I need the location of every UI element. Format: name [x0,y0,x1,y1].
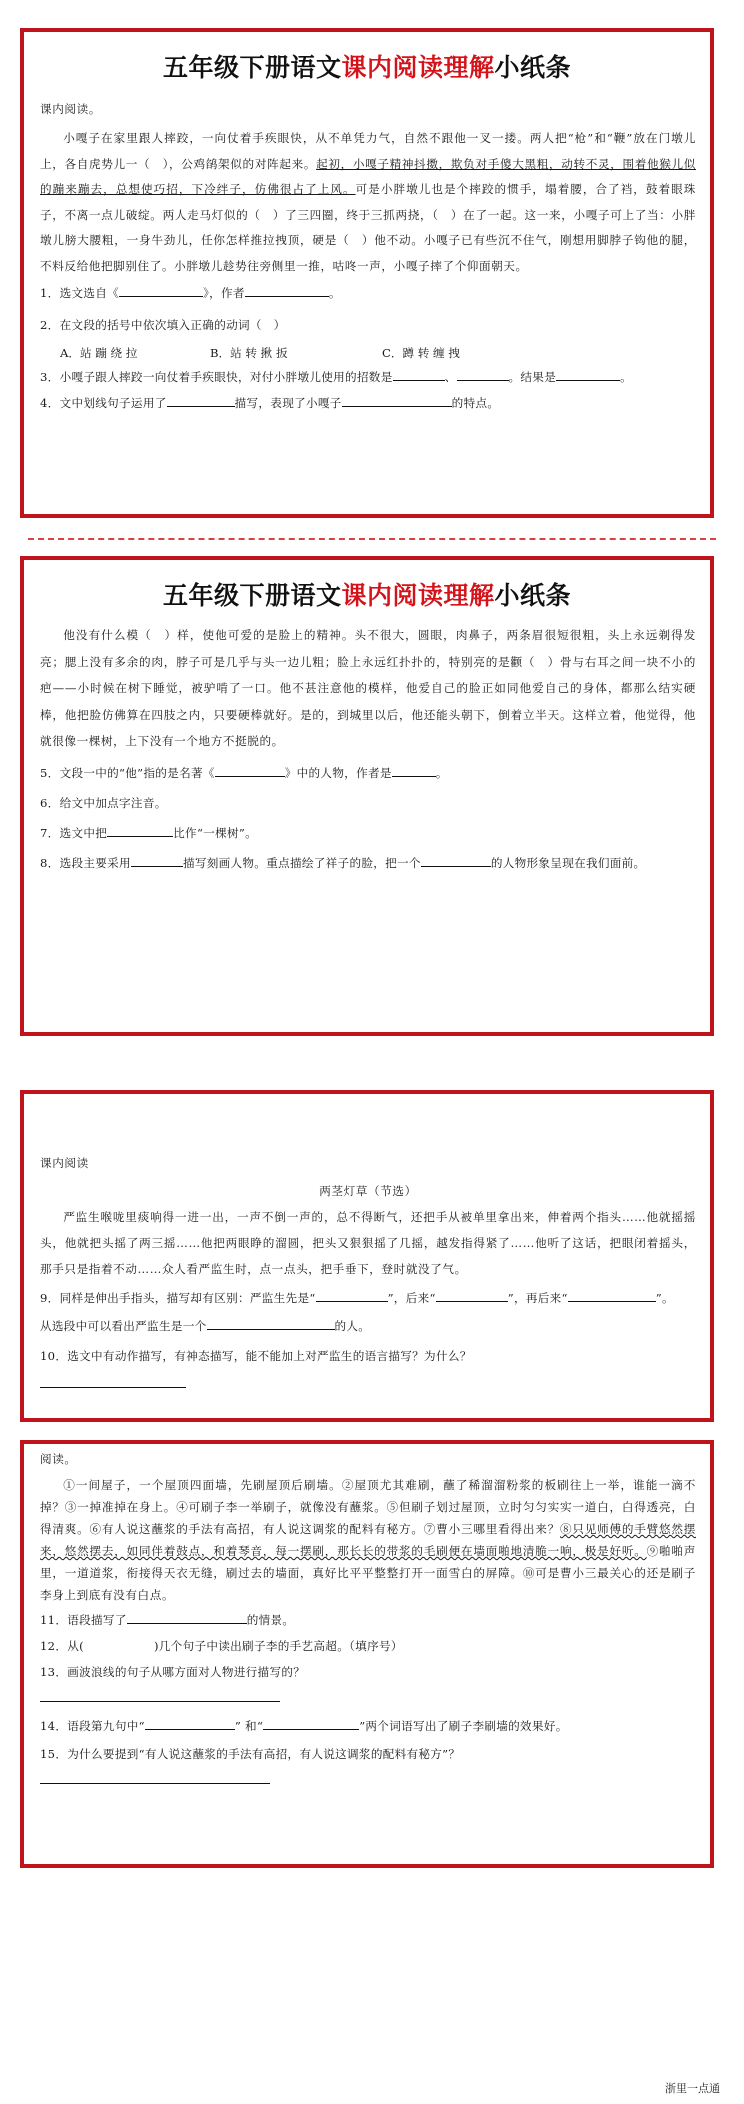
answer-blank[interactable] [167,394,235,407]
question-7: 7．选文中把 比作“一棵树”。 [40,825,257,840]
question-2: 2．在文段的括号中依次填入正确的动词（ ） [40,318,286,332]
answer-blank[interactable] [421,854,491,867]
answer-line[interactable] [40,1700,280,1702]
question-8: 8．选段主要采用 描写刻画人物。重点描绘了祥子的脸，把一个 的人物形象呈现在我们面前。 [40,855,646,870]
question-3: 3．小嘎子跟人摔跤一向仗着手疾眼快，对付小胖墩儿使用的招数是 、 。结果是 。 [40,370,632,384]
question-5: 5．文段一中的“他”指的是名著《 》中的人物，作者是 。 [40,765,448,780]
answer-blank[interactable] [119,284,203,297]
question-1: 1．选文选自《 》，作者 。 [40,286,341,300]
answer-blank[interactable] [145,1717,235,1730]
passage: 小嘎子在家里跟人摔跤，一向仗着手疾眼快，从不单凭力气，自然不跟他一叉一搂。两人把“枪”和“鞭”放在门墩儿上，各自虎势儿一（ ），公鸡鹐架似的对阵起来。起初，小嘎子精神抖擞，欺负对手傻大黑粗，动转不灵，围着他猴儿似的蹦来蹦去，总想使巧招，下冷绊子，仿佛很占了上风。可是小胖墩儿也是个摔跤的惯手，塌着腰，合了裆，鼓着眼珠子，不离一点儿破绽。两人走马灯似的（ ）了三四圈，终于三抓两挠，（ ）在了一起。这一来，小嘎子可上了当：小胖墩儿膀大腰粗，一身牛劲儿，任你怎样推拉拽顶，硬是（ ）他不动。小嘎子已有些沉不住气，刚想用脚脖子钩他的腿，不料反给他把脚别住了。小胖墩儿趁势往旁侧里一推，咕咚一声，小嘎子摔了个仰面朝天。 [40,131,696,273]
option-a[interactable]: A．站 蹦 绕 拉 [60,346,138,360]
passage: ①一间屋子，一个屋顶四面墙，先刷屋顶后刷墙。②屋顶尤其难刷，蘸了稀溜溜粉浆的板刷往上一举，谁能一滴不掉？③一掉准掉在身上。④可刷子李一举刷子，就像没有蘸浆。⑤但刷子划过屋顶，立时匀匀实实一道白，白得透亮，白得清爽。⑥有人说这蘸浆的手法有高招，有人说这调浆的配料有秘方。⑦曹小三哪里看得出来？⑧只见师傅的手臂悠然摆来，悠然摆去，如同伴着鼓点，和着琴音，每一摆刷，那长长的带浆的毛刷便在墙面啪地清脆一响，极是好听。⑨啪啪声里，一道道浆，衔接得天衣无缝，刷过去的墙面，真好比平平整整打开一面雪白的屏障。⑩可是曹小三最关心的还是刷子李身上到底有没有白点。 [40,1478,697,1602]
card-2 [20,556,714,1036]
card-3 [20,1090,714,1422]
card-2-title: 五年级下册语文课内阅读理解小纸条 [162,581,572,610]
passage-subtitle: 两茎灯草（节选） [319,1184,417,1198]
section-label: 课内阅读 [40,1156,89,1170]
question-14: 14．语段第九句中“ ” 和“ ”两个词语写出了刷子李刷墙的效果好。 [40,1719,568,1733]
question-2-options [40,341,696,365]
section-label: 课内阅读。 [40,102,101,116]
answer-blank[interactable] [107,824,173,837]
answer-blank[interactable] [84,1638,154,1650]
footer-watermark: 浙里一点通 [665,2082,720,2095]
answer-blank[interactable] [436,1289,508,1302]
card-3-content [40,1152,696,1388]
question-13: 13．画波浪线的句子从哪方面对人物进行描写的？ [40,1665,306,1679]
question-12: 12．从( )几个句子中读出刷子李的手艺高超。（填序号） [40,1639,403,1653]
answer-blank[interactable] [556,368,620,381]
section-label: 阅读。 [40,1452,77,1466]
answer-blank[interactable] [393,368,445,381]
passage: 严监生喉咙里痰响得一进一出，一声不倒一声的，总不得断气，还把手从被单里拿出来，伸着两个指头……他就摇摇头，他就把头摇了两三摇……他把两眼睁的溜圆，把头又狠狠摇了几摇，越发指得紧了……他听了这话，把眼闭着摇头，那手只是指着不动……众人看严监生时，点一点头，把手垂下，登时就没了气。 [40,1210,696,1276]
question-6: 6．给文中加点字注音。 [40,795,167,810]
option-b[interactable]: B．站 转 揪 扳 [210,346,288,360]
answer-blank[interactable] [392,764,436,777]
card-4 [20,1440,714,1868]
answer-blank[interactable] [316,1289,388,1302]
answer-blank[interactable] [568,1289,656,1302]
underlined-sentence: 起初，小嘎子精神抖擞，欺负对手傻大黑粗，动转不灵，围着他猴儿似的蹦来蹦去，总想使巧招，下冷绊子，仿佛很占了上风。 [40,156,696,196]
card-4-content [40,1448,696,1784]
answer-line[interactable] [40,1782,270,1784]
question-10: 10．选文中有动作描写，有神态描写，能不能加上对严监生的语言描写？为什么？ [40,1349,472,1363]
answer-line[interactable] [40,1386,186,1388]
wavy-underlined-sentence: ⑧只见师傅的手臂悠然摆来，悠然摆去，如同伴着鼓点，和着琴音，每一摆刷，那长长的带浆的毛刷便在墙面啪地清脆一响，极是好听。 [40,1522,697,1558]
card-1-content [40,98,696,415]
answer-blank[interactable] [215,764,285,777]
question-11: 11．语段描写了 的情景。 [40,1613,295,1627]
question-15: 15．为什么要提到“有人说这蘸浆的手法有高招，有人说这调浆的配料有秘方”？ [40,1747,461,1761]
answer-blank[interactable] [131,854,183,867]
answer-blank[interactable] [263,1717,359,1730]
card-2-content [40,622,696,875]
answer-blank[interactable] [245,284,329,297]
option-c[interactable]: C．蹲 转 缠 拽 [382,346,460,360]
question-9: 9．同样是伸出手指头，描写却有区别：严监生先是“ ”，后来“ ”，再后来“ ”。 [40,1291,674,1305]
card-1-title: 五年级下册语文课内阅读理解小纸条 [162,53,572,82]
answer-blank[interactable] [127,1611,247,1624]
question-9-cont: 从选段中可以看出严监生是一个 的人。 [40,1319,371,1333]
answer-blank[interactable] [342,394,452,407]
passage: 他没有什么模（ ）样，使他可爱的是脸上的精神。头不很大，圆眼，肉鼻子，两条眉很短很粗，头上永远剃得发亮；腮上没有多余的肉，脖子可是几乎与头一边儿粗；脸上永远红扑扑的，特别亮的是颧（ ）骨与右耳之间一块不小的疤——小时候在树下睡觉，被驴啃了一口。他不甚注意他的模样，他爱自己的脸正如同他爱自己的身体，都那么结实硬棒，他把脸仿佛算在四肢之内，只要硬棒就好。是的，到城里以后，他还能头朝下，倒着立半天。这样立着，他觉得，他就很像一棵树，上下没有一个地方不挺脱的。 [40,628,696,748]
question-4: 4．文中划线句子运用了 描写，表现了小嘎子 的特点。 [40,396,500,410]
card-1 [20,28,714,518]
answer-blank[interactable] [207,1317,335,1330]
answer-blank[interactable] [457,368,509,381]
cut-line [28,538,716,540]
